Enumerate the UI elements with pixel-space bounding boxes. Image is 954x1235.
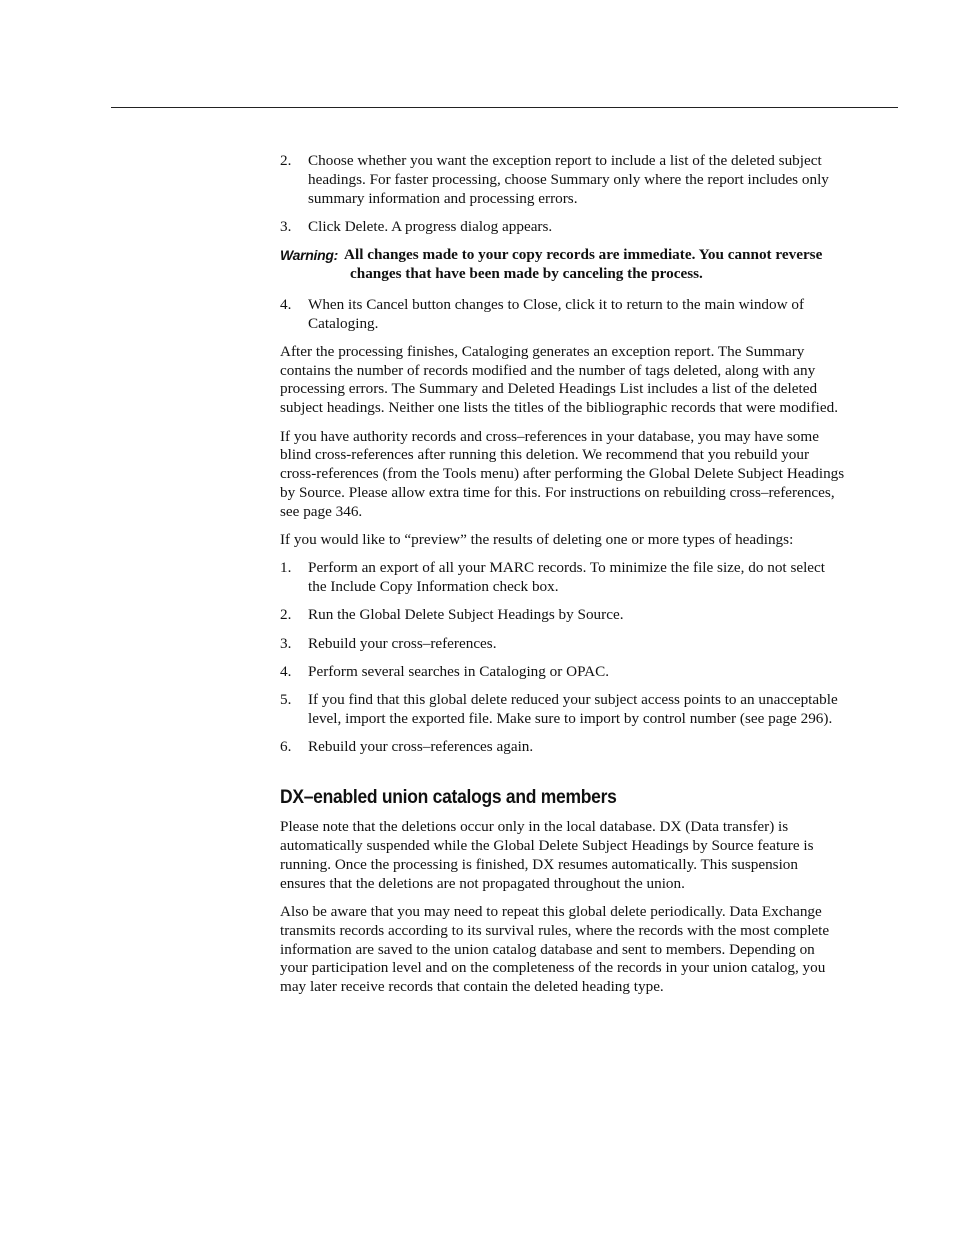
list-number: 5. [280, 691, 292, 709]
list-item [280, 152, 845, 208]
list-item [280, 663, 845, 682]
list-item [280, 606, 845, 625]
list-item [280, 738, 845, 757]
list-text: Run the Global Delete Subject Headings by Source. [308, 606, 624, 624]
paragraph: If you would like to “preview” the results of deleting one or more types of headings: [280, 531, 794, 549]
list-item [280, 635, 845, 654]
warning-label: Warning: [280, 247, 339, 264]
section-heading: DX–enabled union catalogs and members [280, 787, 617, 809]
page-content [280, 152, 845, 1006]
warning-text: All changes made to your copy records are immediate. You cannot reverse changes that have been made by canceling the process. [344, 246, 823, 282]
list-text: If you find that this global delete reduced your subject access points to an unacceptable level, import the exported file. Make sure to import by control number (see page 296). [308, 691, 838, 728]
list-number: 3. [280, 634, 292, 652]
list-number: 1. [280, 559, 292, 577]
list-item [280, 296, 845, 334]
list-number: 4. [280, 663, 292, 681]
list-number: 2. [280, 606, 292, 624]
list-number: 6. [280, 738, 292, 756]
list-text: Choose whether you want the exception report to include a list of the deleted subject headings. For faster processing, choose Summary only where the report includes only summary information and processing errors. [308, 152, 829, 207]
header-rule [111, 107, 898, 108]
list-text: Perform an export of all your MARC records. To minimize the file size, do not select the Include Copy Information check box. [308, 559, 826, 596]
list-item [280, 691, 845, 729]
list-item [280, 559, 845, 597]
list-text: Rebuild your cross–references. [308, 634, 497, 652]
paragraph: If you have authority records and cross–references in your database, you may have some blind cross-references after running this deletion. We recommend that you rebuild your cross-references (from the Tools menu) after performing the Global Delete Subject Headings by Source. Please allow extra time for this. For instructions on rebuilding cross–references, see page 346. [280, 427, 845, 520]
paragraph: After the processing finishes, Cataloging generates an exception report. The Summary contains the number of records modified and the number of tags deleted, along with any processing errors. The Summary and Deleted Headings List includes a list of the deleted subject headings. Neither one lists the titles of the bibliographic records that were modified. [280, 342, 838, 417]
list-text: When its Cancel button changes to Close, click it to return to the main window of Cataloging. [308, 295, 805, 332]
paragraph: Also be aware that you may need to repeat this global delete periodically. Data Exchange transmits records according to its survival rules, where the records with the most complete information are saved to the union catalog database and sent to members. Depending on your participation level and on the completeness of the records in your union catalog, you may later receive records that contain the deleted heading type. [280, 902, 830, 996]
list-item [280, 218, 845, 237]
list-text: Click Delete. A progress dialog appears. [308, 217, 553, 235]
list-number: 3. [280, 217, 292, 235]
list-text: Rebuild your cross–references again. [308, 738, 534, 756]
warning-note [280, 246, 845, 284]
list-number: 4. [280, 295, 292, 313]
list-text: Perform several searches in Cataloging or OPAC. [308, 663, 610, 681]
list-number: 2. [280, 152, 292, 169]
paragraph: Please note that the deletions occur only in the local database. DX (Data transfer) is automatically suspended while the Global Delete Subject Headings by Source feature is running. Once the processing is finished, DX resumes automatically. This suspension ensures that the deletions are not propagated throughout the union. [280, 818, 814, 892]
